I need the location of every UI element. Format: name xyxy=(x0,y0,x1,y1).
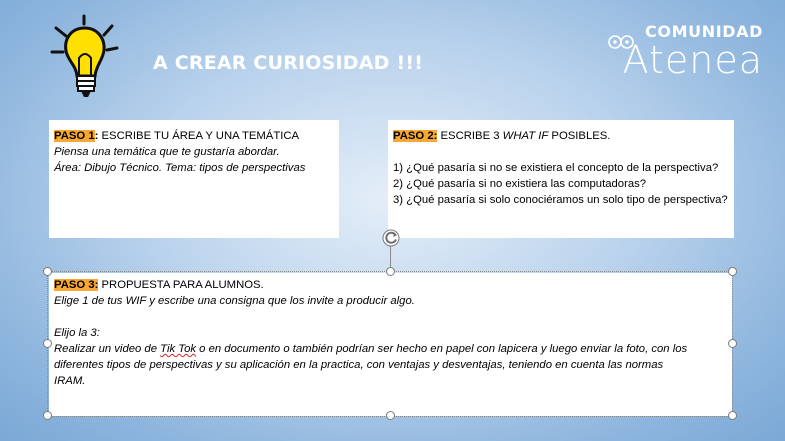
paso2-textbox[interactable] xyxy=(388,120,734,238)
paso3-label: PASO 3: xyxy=(54,279,99,291)
resize-handle-top-middle[interactable] xyxy=(386,267,395,276)
paso2-item-1: 1) ¿Qué pasaría si no se existiera el concepto de la perspectiva? xyxy=(393,162,719,174)
paso3-body-pre: Realizar un video de xyxy=(54,343,161,355)
paso3-body-line2: diferentes tipos de perspectivas y su aplicación en la practica, con ventajas y desventajas, teniendo en cuenta las normas xyxy=(54,359,664,371)
paso3-textbox[interactable] xyxy=(49,273,732,416)
paso2-item-3: 3) ¿Qué pasaría si solo conociéramos un solo tipo de perspectiva? xyxy=(393,194,728,206)
paso2-heading xyxy=(393,128,729,144)
logo-bottom-text: Atenea xyxy=(622,38,763,82)
paso2-label: PASO 2: xyxy=(393,130,438,142)
paso3-body-line1 xyxy=(54,341,727,357)
resize-handle-bottom-right[interactable] xyxy=(728,411,737,420)
paso2-item-2: 2) ¿Qué pasaría si no existiera las computadoras? xyxy=(393,178,647,190)
paso1-heading-text: ESCRIBE TU ÁREA Y UNA TEMÁTICA xyxy=(98,130,300,142)
paso1-colon: : xyxy=(94,130,99,142)
slide-title: A CREAR CURIOSIDAD !!! xyxy=(153,52,424,74)
lightbulb-icon xyxy=(46,14,126,106)
paso3-heading-text: PROPUESTA PARA ALUMNOS. xyxy=(98,279,264,291)
resize-handle-bottom-middle[interactable] xyxy=(386,411,395,420)
logo-top-text: COMUNIDAD xyxy=(645,22,763,41)
resize-handle-bottom-left[interactable] xyxy=(43,411,52,420)
paso3-gap xyxy=(54,309,727,325)
resize-handle-top-left[interactable] xyxy=(43,267,52,276)
resize-handle-top-right[interactable] xyxy=(728,267,737,276)
paso2-gap xyxy=(393,144,729,160)
resize-handle-middle-left[interactable] xyxy=(43,339,52,348)
paso1-line1: Piensa una temática que te gustaría abordar. xyxy=(54,146,280,158)
paso2-heading-em: WHAT IF xyxy=(502,130,549,142)
comunidad-atenea-logo xyxy=(605,18,765,82)
paso1-heading xyxy=(54,128,334,144)
paso1-textbox[interactable] xyxy=(49,120,339,238)
paso3-tiktok: Tik Tok xyxy=(160,343,197,355)
paso2-heading-post: POSIBLES. xyxy=(548,130,611,142)
paso1-label: PASO 1 xyxy=(54,130,95,142)
paso2-heading-pre: ESCRIBE 3 xyxy=(437,130,503,142)
resize-handle-middle-right[interactable] xyxy=(728,339,737,348)
paso1-line2: Área: Dibujo Técnico. Tema: tipos de perspectivas xyxy=(54,162,306,174)
paso3-choice: Elijo la 3: xyxy=(54,327,100,339)
paso3-instruction: Elige 1 de tus WIF y escribe una consigna que los invite a producir algo. xyxy=(54,295,415,307)
rotate-handle-icon[interactable] xyxy=(380,227,402,249)
paso3-heading xyxy=(54,277,727,293)
paso3-body-line1-post: o en documento o también podrían ser hecho en papel con lapicera y luego enviar la foto, con los xyxy=(196,343,688,355)
paso3-body-line3: IRAM. xyxy=(54,375,86,387)
